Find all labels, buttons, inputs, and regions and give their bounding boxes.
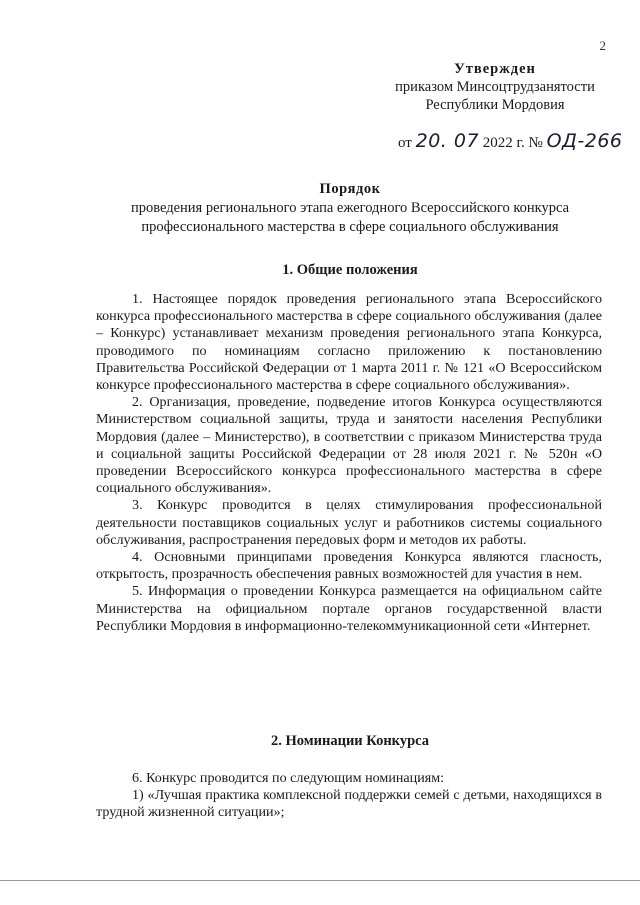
order-line (398, 130, 623, 152)
approval-title: Утвержден (454, 61, 536, 77)
document-heading: Порядок (319, 181, 381, 197)
paragraph-3: 3. Конкурс проводится в целях стимулирования профессиональной деятельности поставщиков социальных услуг и работников системы социального обслуживания, распространения передовых форм и методов их работы. (96, 497, 602, 548)
section-1-body (96, 291, 602, 635)
section-2-body (96, 770, 602, 822)
paragraph-5: 5. Информация о проведении Конкурса размещается на официальном сайте Министерства на официальном портале органов государственной власти Республики Мордовия в информационно-телекоммуникационной сети «Интернет. (96, 583, 602, 634)
approval-line-2: Республики Мордовия (425, 97, 565, 113)
order-date-handwritten: 20. 07 (415, 130, 480, 152)
paragraph-2: 2. Организация, проведение, подведение итогов Конкурса осуществляются Министерством социальной защиты, труда и занятости населения Республики Мордовия (далее – Министерство), в соответствии с приказом Министерства труда и социальной защиты Российской Федерации от 28 июля 2021 г. № 520н «О проведении Всероссийского конкурса профессионального мастерства в сфере социального обслуживания». (96, 394, 602, 497)
paragraph-1: 1. Настоящее порядок проведения регионального этапа Всероссийского конкурса профессионального мастерства в сфере социального обслуживания (далее – Конкурс) устанавливает механизм проведения регионального этапа Конкурса, проводимого по номинациям согласно приложению к постановлению Правительства Российской Федерации от 1 марта 2011 г. № 121 «О Всероссийском конкурсе профессионального мастерства в сфере социального обслуживания». (96, 291, 602, 394)
paragraph-4: 4. Основными принципами проведения Конкурса являются гласность, открытость, прозрачность обеспечения равных возможностей для участия в нем. (96, 549, 602, 583)
document-title (90, 180, 610, 237)
nomination-1: 1) «Лучшая практика комплексной поддержки семей с детьми, находящихся в трудной жизненной ситуации»; (96, 787, 602, 821)
page-number: 2 (599, 38, 606, 53)
order-prefix: от (398, 135, 412, 151)
document-subtitle-line-2: профессионального мастерства в сфере социального обслуживания (141, 219, 559, 235)
approval-line-1: приказом Минсоцтрудзанятости (395, 79, 595, 95)
section-1-heading: 1. Общие положения (282, 262, 418, 278)
bottom-rule (0, 880, 640, 881)
order-number-handwritten: ОД-266 (546, 130, 623, 152)
document-subtitle-line-1: проведения регионального этапа ежегодного Всероссийского конкурса (130, 200, 570, 216)
section-2-heading: 2. Номинации Конкурса (271, 733, 429, 749)
order-year: 2022 г. № (482, 135, 543, 151)
approval-block (380, 60, 610, 114)
paragraph-6: 6. Конкурс проводится по следующим номинациям: (132, 770, 445, 786)
